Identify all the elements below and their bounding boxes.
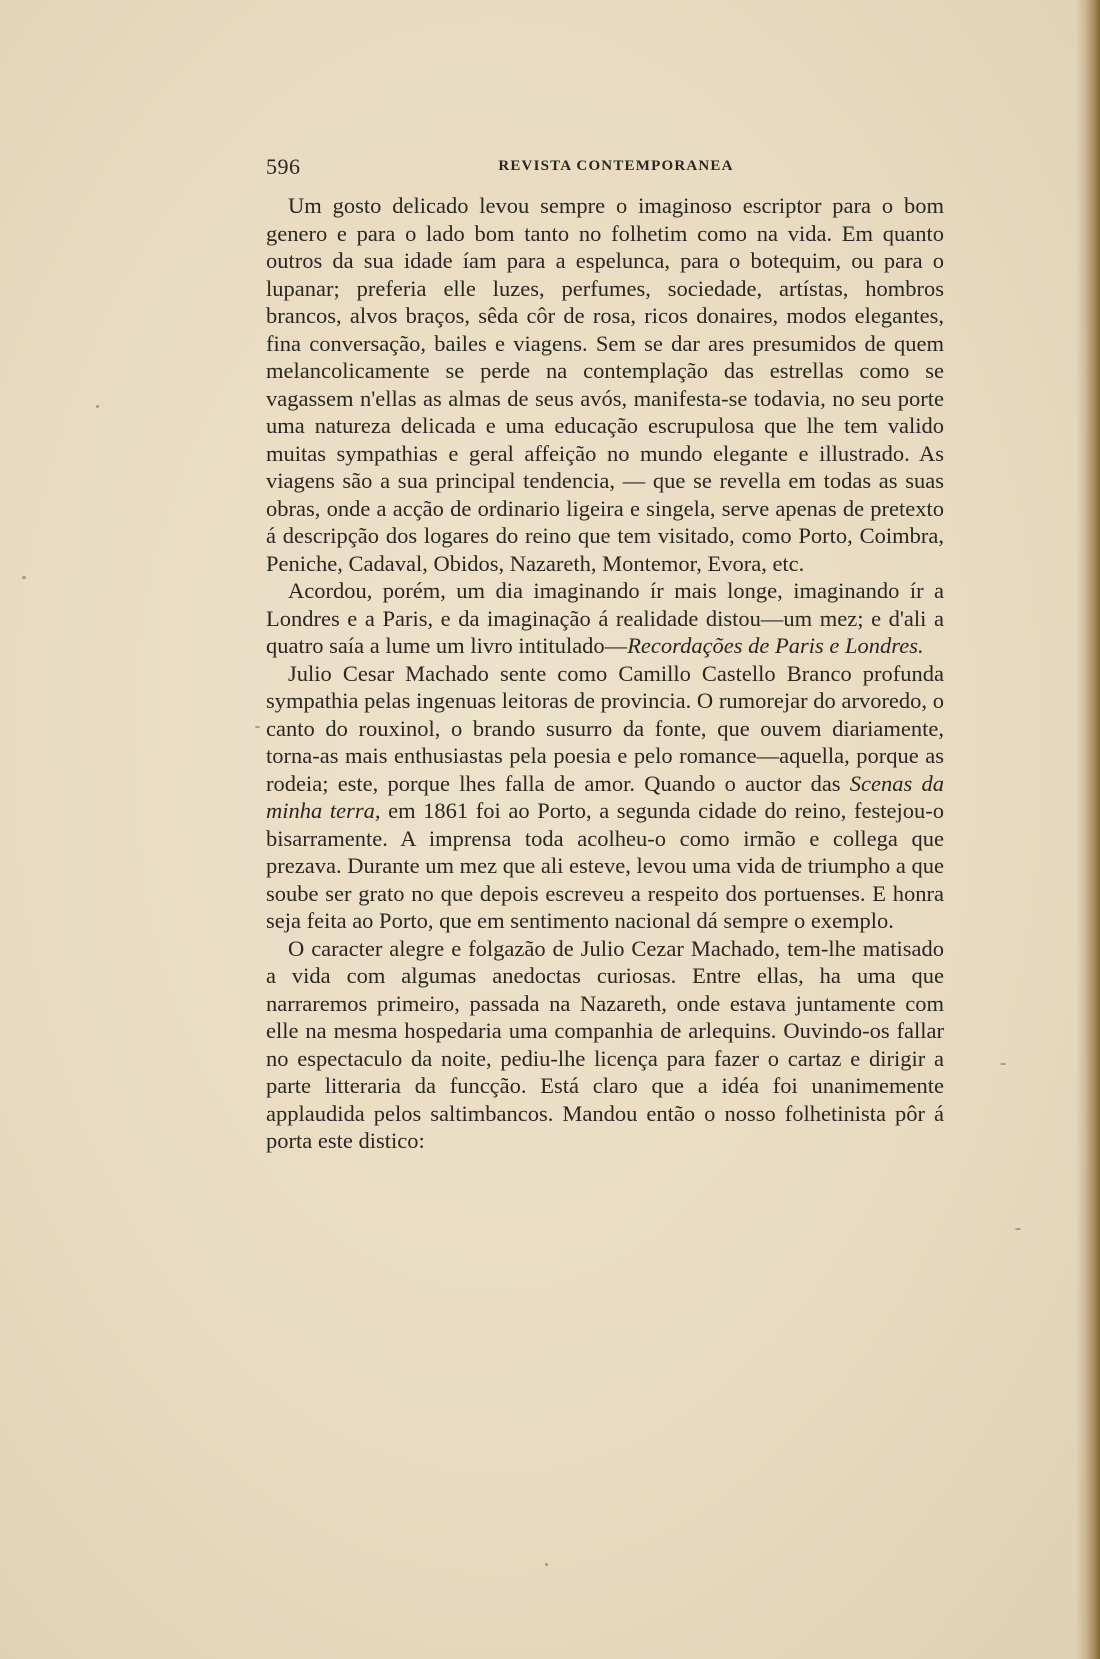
paragraph-2-text: Acordou, porém, um dia imaginando ír mais longe, imaginando ír a Londres e a Paris, e da imaginação á realidade distou—um mez; e d'ali a quatro saía a lume um livro intitulado— xyxy=(266,578,944,658)
paper-speck xyxy=(22,576,26,579)
paper-speck xyxy=(1015,1228,1021,1230)
page-gutter-shadow xyxy=(1076,0,1086,1659)
paragraph-3-text: Julio Cesar Machado sente como Camillo Castello Branco profunda sympathia pelas ingenuas leitoras de provincia. O rumorejar do arvoredo, o canto do rouxinol, o brando susurro da fonte, que ouvem diariamente, torna-as mais enthusiastas pela poesia e pelo romance—aquella, porque as rodeia; este, porque lhes falla de amor. Quando o auctor das xyxy=(266,660,944,796)
book-title-recordacoes: Recordações de Paris e Londres. xyxy=(627,633,924,658)
paper-speck xyxy=(96,405,99,408)
paragraph-2 xyxy=(266,577,944,660)
book-title-scenas: Scenas da minha terra, xyxy=(266,770,945,823)
running-title: REVISTA CONTEMPORANEA xyxy=(498,158,734,174)
paragraph-3 xyxy=(266,660,944,935)
page-edge xyxy=(1086,0,1100,1659)
page-number: 596 xyxy=(266,154,301,179)
paper-speck xyxy=(255,726,260,728)
paragraph-4: O caracter alegre e folgazão de Julio Cezar Machado, tem-lhe matisado a vida com algumas anedoctas curiosas. Entre ellas, ha uma que narraremos primeiro, passada na Nazareth, onde estava juntamente com elle na mesma hospedaria uma companhia de arlequins. Ouvindo-os fallar no espectaculo da noite, pediu-lhe licença para fazer o cartaz e dirigir a parte litteraria da funcção. Está claro que a idéa foi unanimemente applaudida pelos saltimbancos. Mandou então o nosso folhetinista pôr á porta este distico: xyxy=(266,935,944,1153)
paragraph-1: Um gosto delicado levou sempre o imaginoso escriptor para o bom genero e para o lado bom tanto no folhetim como na vida. Em quanto outros da sua idade íam para a espelunca, para o botequim, ou para o lupanar; preferia elle luzes, perfumes, sociedade, artístas, hombros brancos, alvos braços, sêda côr de rosa, ricos donaires, modos elegantes, fina conversação, bailes e viagens. Sem se dar ares presumidos de quem melancolicamente se perde na contemplação das estrellas como se vagassem n'ellas as almas de seus avós, manifesta-se todavia, no seu porte uma natureza delicada e uma educação escrupulosa que lhe tem valido muitas sympathias e geral affeição no mundo elegante e illustrado. As viagens são a sua principal tendencia, — que se revella em todas as suas obras, onde a acção de ordinario ligeira e singela, serve apenas de pretexto á descripção dos logares do reino que tem visitado, como Porto, Coimbra, Peniche, Cadaval, Obidos, Nazareth, Montemor, Evora, etc. xyxy=(266,193,944,576)
article-body xyxy=(266,192,944,1155)
paper-speck xyxy=(1000,1063,1006,1065)
page-header xyxy=(266,154,944,184)
paragraph-3-tail: em 1861 foi ao Porto, a segunda cidade do reino, festejou-o bisarramente. A imprensa toda acolheu-o como irmão e collega que prezava. Durante um mez que ali esteve, levou uma vida de triumpho a que soube ser grato no que depois escreveu a respeito dos portuenses. E honra seja feita ao Porto, que em sentimento nacional dá sempre o exemplo. xyxy=(266,798,944,933)
paper-speck xyxy=(545,1563,548,1566)
